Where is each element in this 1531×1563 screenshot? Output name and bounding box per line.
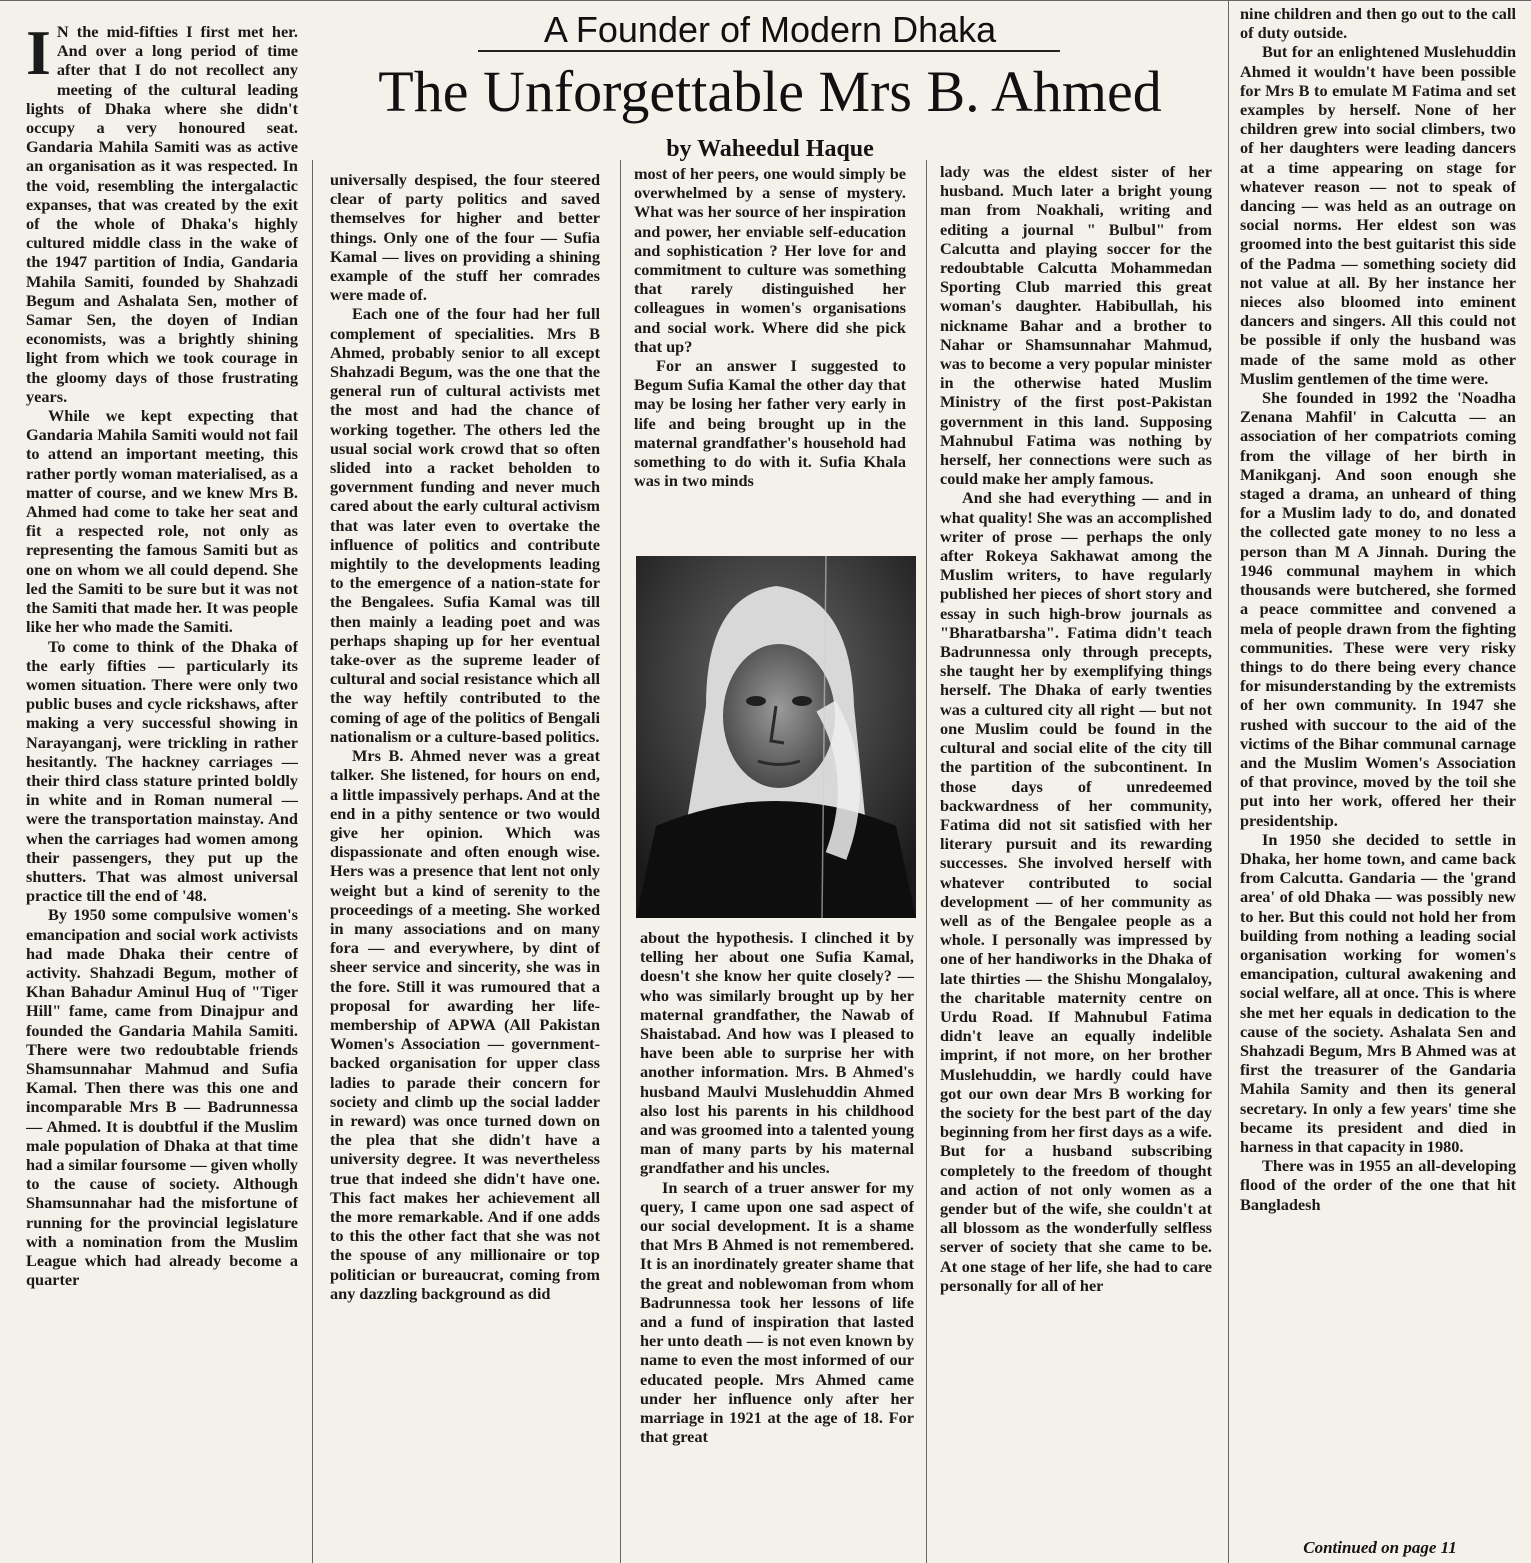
paragraph: While we kept expecting that Gandaria Mahila Samiti would not fail to attend an important meeting, this rather portly woman materialised, as a matter of course, and we knew Mrs B. Ahmed had come to take her seat and fit a respected role, not only as representing the famous Samiti but as one on whom we all could depend. She led the Samiti to be sure but it was not the Samiti that made her. It was people like her who made the Samiti.	[26, 406, 298, 637]
top-rule	[0, 0, 1531, 1]
paragraph: There was in 1955 an all-developing flood of the order of the one that hit Bangladesh	[1240, 1156, 1516, 1214]
paragraph: most of her peers, one would simply be overwhelmed by a sense of mystery. What was her source of her inspiration and power, her enviable self-education and sophistication ? Her love for and commitment to culture was something that rarely distinguished her colleagues in women's organisations and social work. Where did she pick that up?	[634, 164, 906, 356]
column-rule	[926, 160, 927, 1563]
paragraph: By 1950 some compulsive women's emancipation and social work activists had made Dhaka their centre of activity. Shahzadi Begum, mother of Khan Bahadur Aminul Huq of "Tiger Hill" fame, came from Dinajpur and founded the Gandaria Mahila Samiti. There were two redoubtable friends Shamsunnahar Mahmud and Sufia Kamal. Then there was this one and incomparable Mrs B — Badrunnessa — Ahmed. It is doubtful if the Muslim male population of Dhaka at that time had a similar foursome — given wholly to the cause of society. Although Shamsunnahar had the misfortune of running for the provincial legislature with a nomination from the Muslim League which had already become a quarter	[26, 905, 298, 1290]
paragraph: In search of a truer answer for my query, I came upon one sad aspect of our social development. It is a shame that Mrs B Ahmed is not remembered. It is an inordinately greater shame that the great and noblewoman from whom Badrunnessa took her lessons of life and a fund of inspiration that lasted her unto death — is not even known by name to even the most informed of our educated people. Mrs Ahmed came under her influence only after her marriage in 1921 at the age of 18. For that great	[640, 1177, 914, 1447]
continued-note: Continued on page 11	[1303, 1538, 1457, 1557]
column-rule	[1228, 0, 1229, 1563]
article-column-5	[1240, 4, 1516, 1535]
article-column-4	[940, 162, 1212, 1563]
kicker-underline	[478, 50, 1060, 52]
article-column-2	[330, 170, 600, 1563]
paragraph: nine children and then go out to the call of duty outside.	[1240, 4, 1516, 43]
paragraph: She founded in 1992 the 'Noadha Zenana Mahfil' in Calcutta — an association of her compatriots coming from the village of her birth in Manikganj. And soon enough she staged a drama, an unheard of thing for a Muslim lady to do, and donated the collected gate money to no less a person than M A Jinnah. During the 1946 communal mayhem in which thousands were butchered, she formed a peace committee and convened a mela of people drawn from the fighting communities. These were very risky things to do there being every chance for misunderstanding by the extremists of her own community. In 1947 she rushed with succour to the aid of the victims of the Bihar communal carnage and the Muslim Women's Association of that province, moved by the toil she put into her work, offered her their presidentship.	[1240, 388, 1516, 830]
paragraph: Each one of the four had her full complement of specialities. Mrs B Ahmed, probably senior to all except Shahzadi Begum, was the one that the general run of cultural activists met the most and had the chance of working together. The others led the usual social work crowd that so often slided into a racket beholden to government funding and never much cared about the early cultural activism that was later even to overtake the influence of politics and contribute mightily to the developments leading to the emergence of a nation-state for the Bengalees. Sufia Kamal was till then mainly a leading poet and was perhaps shaping up for her eventual take-over as the supreme leader of cultural and social resistance which all the way heftily contributed to the coming of age of the politics of Bengali nationalism or a culture-based politics.	[330, 304, 600, 746]
article-byline: by Waheedul Haque	[666, 136, 874, 162]
paragraph: about the hypothesis. I clinched it by telling her about one Sufia Kamal, doesn't she know her quite closely? — who was similarly brought up by her maternal grandfather, the Nawab of Shaistabad. And how was I pleased to have been able to surprise her with another information. Mrs. B Ahmed's husband Maulvi Muslehuddin Ahmed also lost his parents in his childhood and was groomed into a talented young man of many parts by his maternal grandfather and his uncles.	[640, 928, 914, 1178]
paragraph: lady was the eldest sister of her husband. Much later a bright young man from Noakhali, writing and editing a journal " Bulbul" from Calcutta and playing soccer for the redoubtable Calcutta Mohammedan Sporting Club married this great woman's daughter. Habibullah, his nickname Bahar and a brother to Nahar or Shamsunnahar Mahmud, was to become a very popular minister in the otherwise hated Muslim Ministry of the first post-Pakistan government in this land. Supposing Mahnubul Fatima was nothing by herself, her connections were such as could make her amply famous.	[940, 162, 1212, 489]
paragraph: But for an enlightened Muslehuddin Ahmed it wouldn't have been possible for Mrs B to emulate M Fatima and set examples by herself. None of her children grew into social climbers, two of her daughters were leading dancers at a time appearing on stage for whatever reason — not to speak of dancing — was held as an outrage on social norms. Her eldest son was groomed into the best guitarist this side of the Padma — something society did not value at all. By her instance her nieces also bloomed into eminent dancers and singers. All this could not be possible if only the husband was made of the same mold as other Muslim gentlemen of the time were.	[1240, 42, 1516, 388]
article-kicker: A Founder of Modern Dhaka	[543, 9, 997, 50]
paragraph: universally despised, the four steered clear of party politics and saved themselves for higher and better things. Only one of the four — Sufia Kamal — lives on providing a shining example of the stuff her comrades were made of.	[330, 170, 600, 305]
paragraph: And she had everything — and in what quality! She was an accomplished writer of prose — perhaps the only after Rokeya Sakhawat among the Muslim writers, to have regularly published her pieces of short story and essay in such high-brow journals as "Bharatbarsha". Fatima didn't teach Badrunnessa only through precepts, she taught her by exemplifying things herself. The Dhaka of early twenties was a cultured city all right — but not one Muslim could be found in the cultural and social elite of the city till the partition of the subcontinent. In those days of unredeemed backwardness of her community, Fatima did not sit satisfied with her literary pursuit and its rewarding successes. She involved herself with whatever contributed to social development — of her community as well as of the Bengalee people as a whole. I personally was impressed by one of her handiworks in the Dhaka of late thirties — the Shishu Mongalaloy, the charitable maternity centre on Urdu Road. If Mahnubul Fatima didn't leave an equally indelible imprint, if not more, on her brother Muslehuddin, we hardly could have got our own dear Mrs B working for the society for the best part of the day beginning from her first days as a wife. But for a husband subscribing completely to the freedom of thought and action of not only women as a gender but of the wife, she couldn't at all blossom as the wonderfully selfless server of society that she came to be. At one stage of her life, she had to care personally for all of her	[940, 488, 1212, 1295]
article-headline: The Unforgettable Mrs B. Ahmed	[378, 59, 1162, 124]
portrait-photo	[636, 556, 916, 918]
paragraph: N the mid-fifties I first met her. And over a long period of time after that I do not recollect any meeting of the cultural leading lights of Dhaka where she didn't occupy a very honoured seat. Gandaria Mahila Samiti was as active an organisation as it was respected. In the void, resembling the intergalactic expanses, that was created by the exit of the whole of Dhaka's highly cultured middle class in the wake of the 1947 partition of India, Gandaria Mahila Samiti, founded by Shahzadi Begum and Ashalata Sen, mother of Samar Sen, the doyen of Indian economists, was a brightly shining light from which we took courage in the gloomy days of those frustrating years.	[26, 22, 298, 406]
paragraph: For an answer I suggested to Begum Sufia Kamal the other day that may be losing her father very early in life and being brought up in the maternal grandfather's household had something to do with it. Sufia Khala was in two minds	[634, 356, 906, 491]
column-rule	[620, 160, 621, 1563]
article-column-3-top	[634, 164, 906, 548]
paragraph: In 1950 she decided to settle in Dhaka, her home town, and came back from Calcutta. Gandaria — the 'grand area' of old Dhaka — was possibly new to her. But this could not hold her from building from nothing a leading social organisation working for women's emancipation, cultural awakening and social welfare, all at once. This is where she met her equals in dedication to the cause of the society. Ashalata Sen and Shahzadi Begum, Mrs B Ahmed was at first the treasurer of the Gandaria Mahila Samity and then its general secretary. In only a few years' time she became its president and died in harness in that capacity in 1980.	[1240, 829, 1516, 1156]
portrait-image	[636, 556, 916, 918]
paragraph: To come to think of the Dhaka of the early fifties — particularly its women situation. There were only two public buses and cycle rickshaws, after making a very successful showing in Narayanganj, were trickling in rather hesitantly. The hackney carriages — their third class stature printed boldly in white and in Roman numeral — were the transportation mainstay. And when the carriages had women among their passengers, they put up the shutters. That was almost universal practice till the end of '48.	[26, 636, 298, 906]
article-column-1	[26, 22, 298, 1563]
article-column-3-bottom	[640, 928, 914, 1563]
paragraph: Mrs B. Ahmed never was a great talker. She listened, for hours on end, a little impassively perhaps. And at the end in a pithy sentence or two would give her opinion. Which was dispassionate and often enough wise. Hers was a presence that lent not only weight but a kind of serenity to the proceedings of a meeting. She worked in many associations and on many fora — and everywhere, by dint of sheer service and sincerity, she was in the fore. Still it was rumoured that a proposal for awarding her life-membership of APWA (All Pakistan Women's Association — government-backed organisation for upper class ladies to parade their concern for society and climb up the social ladder in reward) was once turned down on the plea that she didn't have a university degree. It was nevertheless true that indeed she didn't have one. This fact makes her achievement all the more remarkable. And if one adds to this the other fact that she was not the spouse of any millionaire or top politician or bureaucrat, coming from any dazzling background as did	[330, 746, 600, 1303]
drop-cap: I	[26, 22, 51, 88]
column-rule	[312, 160, 313, 1563]
